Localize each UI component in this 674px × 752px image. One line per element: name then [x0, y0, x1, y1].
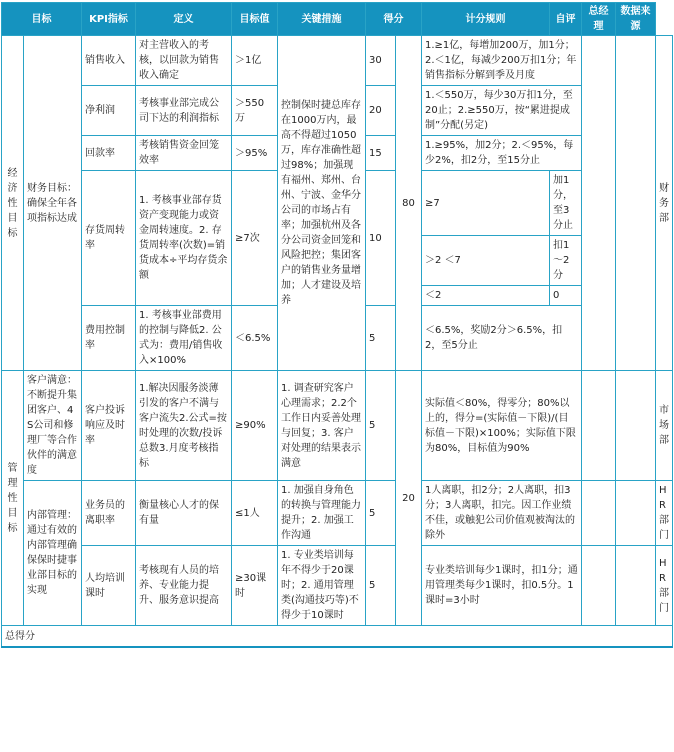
kpi-cell: 客户投诉响应及时率	[82, 371, 136, 481]
total-row	[2, 626, 673, 648]
table-row	[2, 481, 673, 546]
col-header-target: 目标值	[232, 3, 278, 36]
key-measures-cell: 1. 专业类培训每年不得少于20课时；2. 通用管理类(沟通技巧等)不得少于10课时	[278, 546, 366, 626]
self-eval-cell[interactable]	[582, 371, 616, 481]
definition-cell: 1. 考核事业部费用的控制与降低2. 公式为：费用/销售收入×100%	[136, 306, 232, 371]
category-cell: 经济性目标	[2, 36, 24, 371]
rule-result-cell: 加1分，至3分止	[550, 171, 582, 236]
self-eval-cell[interactable]	[582, 546, 616, 626]
score-cell: 5	[366, 546, 396, 626]
kpi-cell: 回款率	[82, 136, 136, 171]
key-measures-cell: 1. 加强自身角色的转换与管理能力提升；2. 加强工作沟通	[278, 481, 366, 546]
target-cell: ≥30课时	[232, 546, 278, 626]
definition-cell: 1. 考核事业部存货资产变现能力或资金周转速度。2. 存货周转率(次数)=销货成本÷平均存货余额	[136, 171, 232, 306]
rule-result-cell: 0	[550, 286, 582, 306]
score-cell: 10	[366, 171, 396, 306]
source-cell: HR部门	[656, 546, 673, 626]
col-header-key-measures: 关键措施	[278, 3, 366, 36]
col-header-goal: 目标	[2, 3, 82, 36]
score-cell: 15	[366, 136, 396, 171]
rule-cell: 1.≥1亿，每增加200万，加1分；2.＜1亿，每减少200万扣1分；年销售指标分解到季及月度	[422, 36, 582, 86]
score-cell: 5	[366, 306, 396, 371]
table-row	[2, 546, 673, 626]
definition-cell: 1.解决因服务淡薄引发的客户不满与客户流失2.公式=按时处理的次数/投诉总数3.月度考核指标	[136, 371, 232, 481]
gm-cell[interactable]	[616, 371, 656, 481]
table-row	[2, 371, 673, 481]
gm-cell[interactable]	[616, 36, 656, 371]
rule-cell: 1.≥95%，加2分；2.＜95%，每少2%，扣2分，至15分止	[422, 136, 582, 171]
goal-cell: 财务目标：确保全年各项指标达成	[24, 36, 82, 371]
col-header-source: 数据来源	[616, 3, 656, 36]
rule-condition-cell: ＜2	[422, 286, 550, 306]
definition-cell: 考核现有人员的培养、专业能力提升、服务意识提高	[136, 546, 232, 626]
definition-cell: 考核销售资金回笼效率	[136, 136, 232, 171]
target-cell: ≥90%	[232, 371, 278, 481]
target-cell: ≥7次	[232, 171, 278, 306]
kpi-cell: 销售收入	[82, 36, 136, 86]
target-cell: ＞1亿	[232, 36, 278, 86]
col-header-gm: 总经理	[582, 3, 616, 36]
rule-cell: 专业类培训每少1课时，扣1分；通用管理类每少1课时，扣0.5分。1课时=3小时	[422, 546, 582, 626]
kpi-cell: 人均培训课时	[82, 546, 136, 626]
score-total-cell: 80	[396, 36, 422, 371]
rule-cell: ＜6.5%，奖励2分＞6.5%，扣2，至5分止	[422, 306, 582, 371]
kpi-cell: 费用控制率	[82, 306, 136, 371]
rule-condition-cell: ＞2 ＜7	[422, 236, 550, 286]
score-cell: 20	[366, 86, 396, 136]
target-cell: ＞550万	[232, 86, 278, 136]
kpi-cell: 净利润	[82, 86, 136, 136]
kpi-cell: 存货周转率	[82, 171, 136, 306]
score-cell: 5	[366, 481, 396, 546]
rule-cell: 实际值＜80%，得零分；80%以上的，得分=(实际值－下限)/(目标值－下限)×100%；实际值下限为80%，目标值为90%	[422, 371, 582, 481]
goal-cell: 内部管理：通过有效的内部管理确保保时捷事业部目标的实现	[24, 481, 82, 626]
rule-condition-cell: ≥7	[422, 171, 550, 236]
col-header-kpi: KPI指标	[82, 3, 136, 36]
header-row	[2, 3, 673, 36]
goal-cell: 客户满意：不断提升集团客户、4S公司和修理厂等合作伙伴的满意度	[24, 371, 82, 481]
score-total-cell: 20	[396, 371, 422, 626]
source-cell: 市场部	[656, 371, 673, 481]
self-eval-cell[interactable]	[582, 481, 616, 546]
source-cell: HR部门	[656, 481, 673, 546]
total-label: 总得分	[2, 626, 673, 648]
source-cell: 财务部	[656, 36, 673, 371]
self-eval-cell[interactable]	[582, 36, 616, 371]
target-cell: ≤1人	[232, 481, 278, 546]
score-cell: 5	[366, 371, 396, 481]
definition-cell: 衡量核心人才的保有量	[136, 481, 232, 546]
col-header-definition: 定义	[136, 3, 232, 36]
target-cell: ＞95%	[232, 136, 278, 171]
score-cell: 30	[366, 36, 396, 86]
rule-cell: 1.＜550万，每少30万扣1分，至20止；2.≥550万，按“累进提成制”分配(另定)	[422, 86, 582, 136]
table-row	[2, 36, 673, 86]
col-header-score: 得分	[366, 3, 422, 36]
rule-result-cell: 扣1～2分	[550, 236, 582, 286]
kpi-cell: 业务员的离职率	[82, 481, 136, 546]
gm-cell[interactable]	[616, 546, 656, 626]
category-cell: 管理性目标	[2, 371, 24, 626]
key-measures-cell: 1. 调查研究客户心理需求；2.2个工作日内妥善处理与回复；3. 客户对处理的结果表示满意	[278, 371, 366, 481]
rule-cell: 1人离职，扣2分；2人离职，扣3分；3人离职，扣完。因工作业绩不佳，或触犯公司价值观被淘汰的除外	[422, 481, 582, 546]
target-cell: ＜6.5%	[232, 306, 278, 371]
definition-cell: 考核事业部完成公司下达的利润指标	[136, 86, 232, 136]
key-measures-cell: 控制保时捷总库存在1000万内，最高不得超过1050万，库存准确性超过98%；加强现有福州、郑州、台州、宁波、金华分公司的市场占有率；加强杭州及各分公司资金回笼和风险把控；集团客户的销售业务量增加；人才建设及培养	[278, 36, 366, 371]
gm-cell[interactable]	[616, 481, 656, 546]
kpi-table	[1, 2, 673, 648]
definition-cell: 对主营收入的考核，以回款为销售收入确定	[136, 36, 232, 86]
col-header-rule: 计分规则	[422, 3, 550, 36]
col-header-self-eval: 自评	[550, 3, 582, 36]
